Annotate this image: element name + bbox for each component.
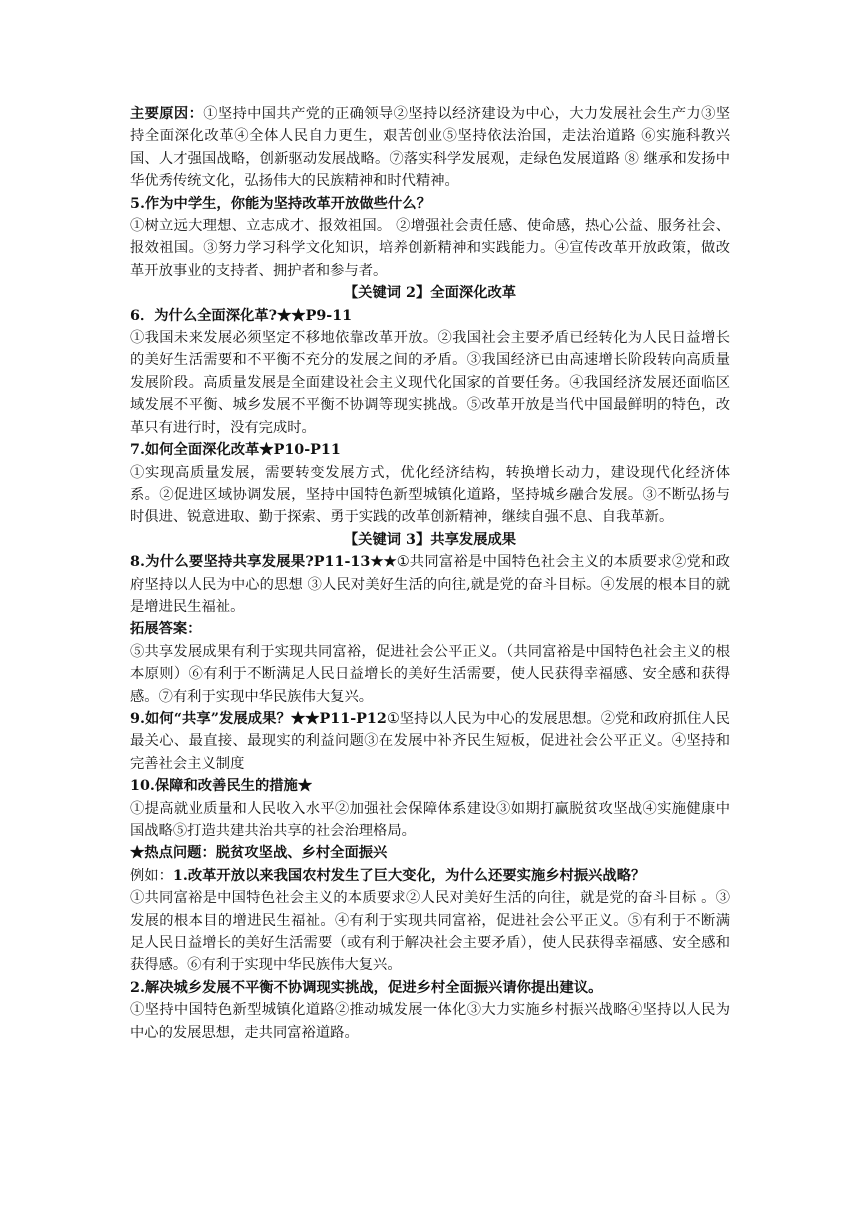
main-reasons-text: ①坚持中国共产党的正确领导②坚持以经济建设为中心，大力发展社会生产力③坚持全面深化改革④全体人民自力更生，艰苦创业⑤坚持依法治国，走法治道路 ⑥实施科教兴国、人才强国战略，创新驱动发展战略。⑦落实科学发展观，走绿色发展道路 ⑧ 继承和发扬中华优秀传统文化，弘扬伟大的民族精神和时代精神。	[130, 106, 731, 190]
example-2-answer: ①坚持中国特色新型城镇化道路②推动城发展一体化③大力实施乡村振兴战略④坚持以人民为中心的发展思想，走共同富裕道路。	[130, 1002, 730, 1041]
main-reasons-label: 主要原因：	[130, 106, 204, 122]
example-prefix: 例如：	[130, 867, 173, 884]
extended-answer-title: 拓展答案：	[130, 621, 202, 638]
q5-answer: ①树立远大理想、立志成才、报效祖国。 ②增强社会责任感、使命感，热心公益、服务社会、报效祖国。③努力学习科学文化知识，培养创新精神和实践能力。④宣传改革开放政策，做改革开放事业的支持者、拥护者和参与者。	[130, 218, 730, 279]
q8-paragraph	[130, 551, 730, 618]
example-1-answer: ①共同富裕是中国特色社会主义的本质要求②人民对美好生活的向往，就是党的奋斗目标 。③发展的根本目的增进民生福祉。④有利于实现共同富裕，促进社会公平正义。⑤有利于不断满足人民日益增长的美好生活需要（或有利于解决社会主要矛盾），使人民获得幸福感、安全感和获得感。⑥有利于实现中华民族伟大复兴。	[130, 890, 730, 974]
q6-title: 6．为什么全面深化革?★★P9-11	[130, 307, 353, 324]
hot-topic-heading: ★热点问题：脱贫攻坚战、乡村全面振兴	[130, 845, 388, 862]
main-reasons-paragraph	[130, 103, 730, 193]
example-2-title: 2.解决城乡发展不平衡不协调现实挑战，促进乡村全面振兴请你提出建议。	[130, 979, 603, 996]
q9-title: 9.如何“共享”发展成果？★★P11-P12	[130, 710, 387, 727]
q6-answer: ①我国未来发展必须坚定不移地依靠改革开放。②我国社会主要矛盾已经转化为人民日益增长的美好生活需要和不平衡不充分的发展之间的矛盾。③我国经济已由高速增长阶段转向高质量发展阶段。高质量发展是全面建设社会主义现代化国家的首要任务。④我国经济发展还面临区域发展不平衡、城乡发展不平衡不协调等现实挑战。⑤改革开放是当代中国最鲜明的特色，改革只有进行时，没有完成时。	[130, 330, 730, 436]
keyword-3-heading: 【关键词 3】共享发展成果	[343, 531, 517, 548]
document-page	[130, 103, 730, 1044]
q9-paragraph	[130, 708, 730, 775]
q8-title: 8.为什么要坚持共享发展果?P11-13★★	[130, 554, 397, 571]
q7-title: 7.如何全面深化改革★P10-P11	[130, 442, 341, 459]
q7-answer: ①实现高质量发展，需要转变发展方式，优化经济结构，转换增长动力，建设现代化经济体系。②促进区域协调发展，坚持中国特色新型城镇化道路，坚持城乡融合发展。③不断弘扬与时俱进、锐意进取、勤于探索、勇于实践的改革创新精神，继续自强不息、自我革新。	[130, 464, 730, 526]
q8-answer: ①共同富裕是中国特色社会主义的本质要求②党和政府坚持以人民为中心的思想 ③人民对美好生活的向往,就是党的奋斗目标。④发展的根本目的就是增进民生福祉。	[130, 554, 730, 615]
q10-title: 10.保障和改善民生的措施★	[130, 778, 313, 795]
extended-answer-text: ⑤共享发展成果有利于实现共同富裕，促进社会公平正义。（共同富裕是中国特色社会主义的根本原则）⑥有利于不断满足人民日益增长的美好生活需要，使人民获得幸福感、安全感和获得感。⑦有利于实现中华民族伟大复兴。	[130, 643, 730, 705]
q5-title: 5.作为中学生，你能为坚持改革开放做些什么？	[130, 195, 431, 212]
example-1-question	[130, 865, 730, 887]
example-1-title: 1.改革开放以来我国农村发生了巨大变化，为什么还要实施乡村振兴战略？	[172, 867, 646, 884]
q9-answer: ①坚持以人民为中心的发展思想。②党和政府抓住人民最关心、最直接、最现实的利益问题③在发展中补齐民生短板，促进社会公平正义。④坚持和完善社会主义制度	[130, 710, 730, 772]
q10-answer: ①提高就业质量和人民收入水平②加强社会保障体系建设③如期打赢脱贫攻坚战④实施健康中国战略⑤打造共建共治共享的社会治理格局。	[130, 800, 730, 839]
keyword-2-heading: 【关键词 2】全面深化改革	[343, 285, 517, 302]
